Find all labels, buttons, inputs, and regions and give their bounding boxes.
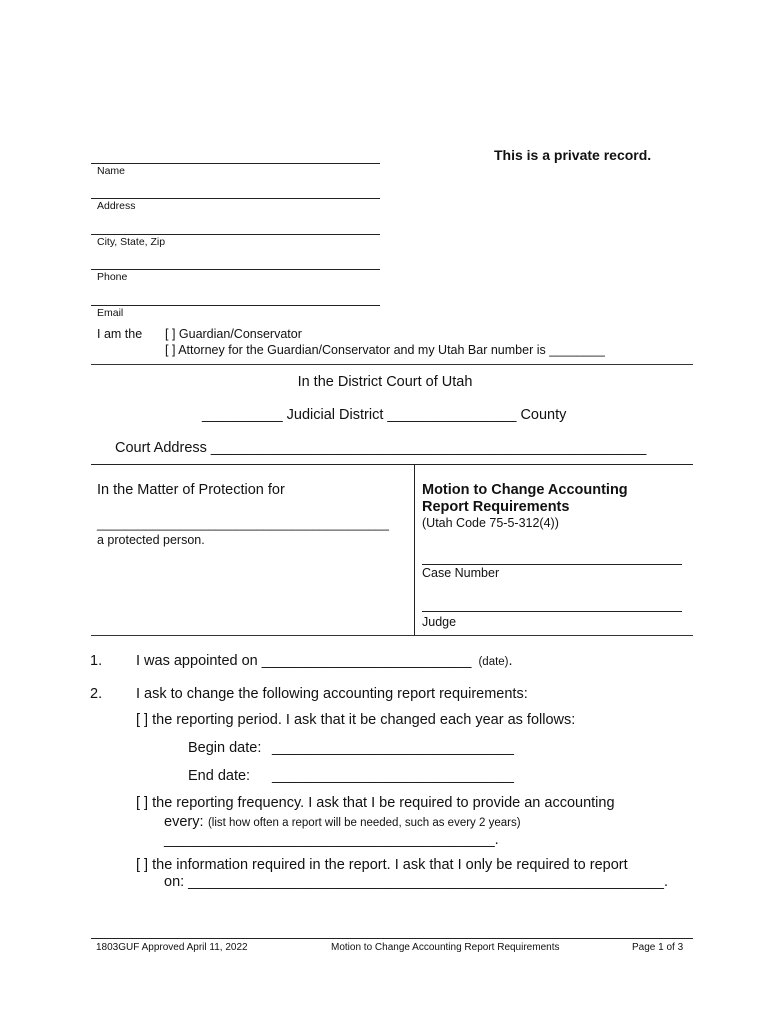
document-title-line2: Report Requirements	[422, 499, 570, 515]
role-option-attorney[interactable]: [ ] Attorney for the Guardian/Conservator and my Utah Bar number is ________	[165, 343, 605, 357]
judicial-district-line[interactable]: __________ Judicial District ________________ County	[202, 407, 567, 423]
address-label: Address	[97, 200, 136, 212]
protected-person-label: a protected person.	[97, 533, 205, 547]
end-date-field[interactable]: ______________________________	[272, 768, 514, 784]
item-2-text: I ask to change the following accounting report requirements:	[136, 686, 528, 702]
item-2-number: 2.	[90, 686, 103, 702]
judge-label: Judge	[422, 615, 457, 629]
role-prefix: I am the	[97, 327, 143, 341]
reporting-frequency-option[interactable]: [ ] the reporting frequency. I ask that I be required to provide an accounting	[136, 795, 615, 811]
date-hint: (date)	[478, 656, 509, 668]
name-line[interactable]	[91, 163, 380, 164]
item-1-period: .	[508, 653, 513, 669]
begin-date-field[interactable]: ______________________________	[272, 740, 514, 756]
caption-top-rule	[91, 464, 693, 465]
item-1-number: 1.	[90, 653, 103, 669]
court-name: In the District Court of Utah	[297, 374, 473, 390]
frequency-every-row	[164, 813, 521, 831]
case-number-label: Case Number	[422, 566, 500, 580]
utah-code-reference: (Utah Code 75-5-312(4))	[422, 516, 559, 530]
address-line[interactable]	[91, 198, 380, 199]
frequency-field[interactable]: _________________________________________.	[164, 832, 499, 848]
role-option-guardian[interactable]: [ ] Guardian/Conservator	[165, 327, 302, 341]
judge-line[interactable]	[422, 611, 682, 612]
matter-of-protection: In the Matter of Protection for	[97, 482, 285, 498]
reporting-period-option[interactable]: [ ] the reporting period. I ask that it be changed each year as follows:	[136, 712, 576, 728]
caption-divider	[414, 464, 415, 635]
section-divider	[91, 364, 693, 365]
appointment-date-text[interactable]: I was appointed on __________________________	[136, 653, 472, 669]
begin-date-label: Begin date:	[188, 740, 262, 756]
email-line[interactable]	[91, 305, 380, 306]
protected-person-line[interactable]: __________________________________________	[97, 517, 389, 531]
city-state-zip-line[interactable]	[91, 234, 380, 235]
private-record-notice: This is a private record.	[494, 147, 652, 163]
end-date-label: End date:	[188, 768, 251, 784]
report-information-field[interactable]: on: ___________________________________________________________.	[164, 874, 669, 890]
document-title-line1: Motion to Change Accounting	[422, 482, 628, 498]
phone-label: Phone	[97, 271, 128, 283]
email-label: Email	[97, 307, 124, 319]
phone-line[interactable]	[91, 269, 380, 270]
frequency-note: (list how often a report will be needed, such as every 2 years)	[207, 817, 521, 829]
footer-title: Motion to Change Accounting Report Requirements	[331, 942, 560, 953]
footer-page-number: Page 1 of 3	[632, 942, 684, 953]
frequency-every-label: every:	[164, 814, 204, 830]
footer-form-id: 1803GUF Approved April 11, 2022	[96, 942, 248, 953]
case-number-line[interactable]	[422, 564, 682, 565]
court-address-line[interactable]: Court Address ______________________________________________________	[115, 440, 647, 456]
footer-rule	[91, 938, 693, 939]
name-label: Name	[97, 165, 126, 177]
caption-bottom-rule	[91, 635, 693, 636]
city-state-zip-label: City, State, Zip	[97, 236, 166, 248]
report-information-option[interactable]: [ ] the information required in the report. I ask that I only be required to report	[136, 857, 628, 873]
item-1-appointment	[136, 653, 513, 669]
